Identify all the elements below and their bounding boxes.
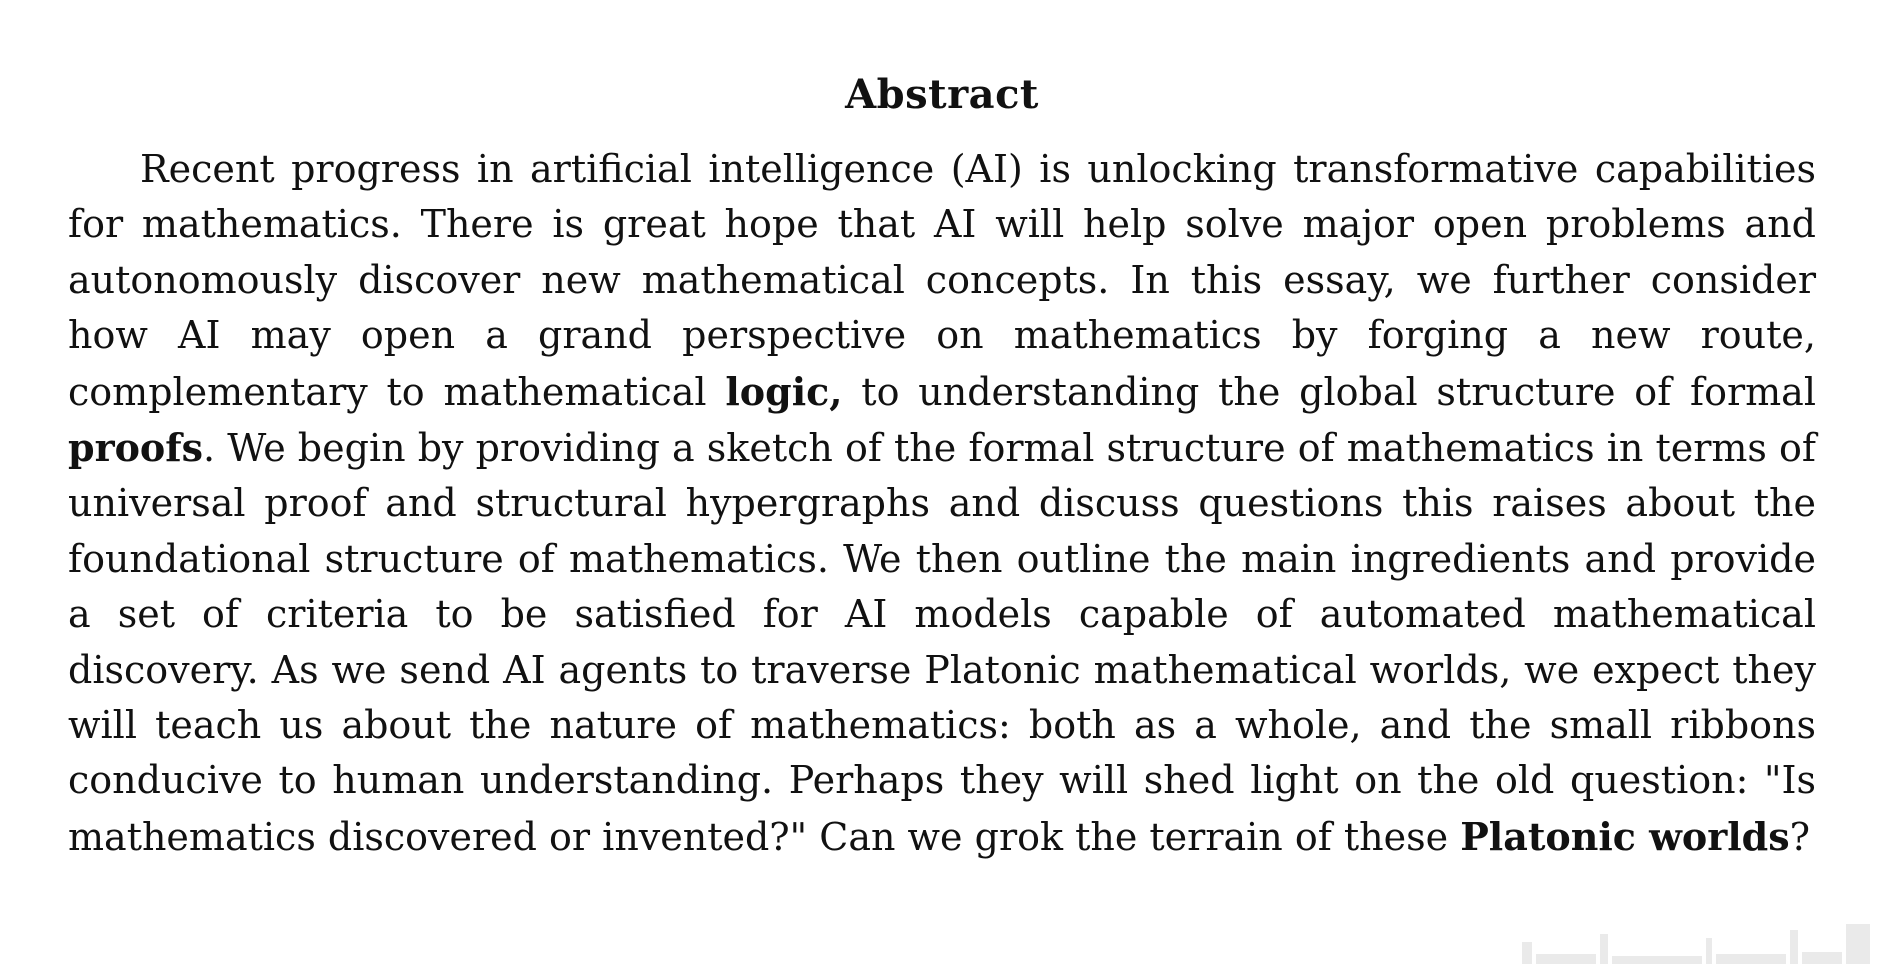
watermark-bar [1600,934,1608,964]
abstract-text-1: Recent progress in artificial intelligence (AI) is unlocking transformative capabilities for mathematics. There is great hope that AI will help solve major open problems and autonomously discover new mathematical concepts. In this essay, we further consider how AI may open a grand perspective on mathematics by forging a new route, complementary to mathematical [68,147,1816,414]
abstract-paragraph [68,142,1816,865]
keyword-platonic-worlds: Platonic worlds [1460,813,1790,859]
abstract-text-2: to understanding the global structure of formal [842,369,1816,414]
abstract-text-3: . We begin by providing a sketch of the formal structure of mathematics in terms of universal proof and structural hypergraphs and discuss questions this raises about the foundational structure of mathematics. We then outline the main ingredients and provide a set of criteria to be satisfied for AI models capable of automated mathematical discovery. As we send AI agents to traverse Platonic mathematical worlds, we expect they will teach us about the nature of mathematics: both as a whole, and the small ribbons conducive to human understanding. Perhaps they will shed light on the old question: "Is mathematics discovered or invented?" Can we grok the terrain of these [68,426,1816,859]
watermark-bar [1716,954,1786,964]
watermark-logo [1430,918,1870,964]
watermark-bar [1706,938,1712,964]
abstract-text-4: ? [1789,814,1811,859]
paper-page [68,62,1816,865]
watermark-bar [1522,942,1532,964]
keyword-proofs: proofs [68,425,204,471]
keyword-logic: logic, [725,368,843,414]
abstract-heading: Abstract [845,71,1039,118]
watermark-bar [1612,956,1702,964]
watermark-bar [1846,924,1870,964]
watermark-bar [1790,930,1798,964]
watermark-bar [1536,954,1596,964]
watermark-bar [1802,952,1842,964]
